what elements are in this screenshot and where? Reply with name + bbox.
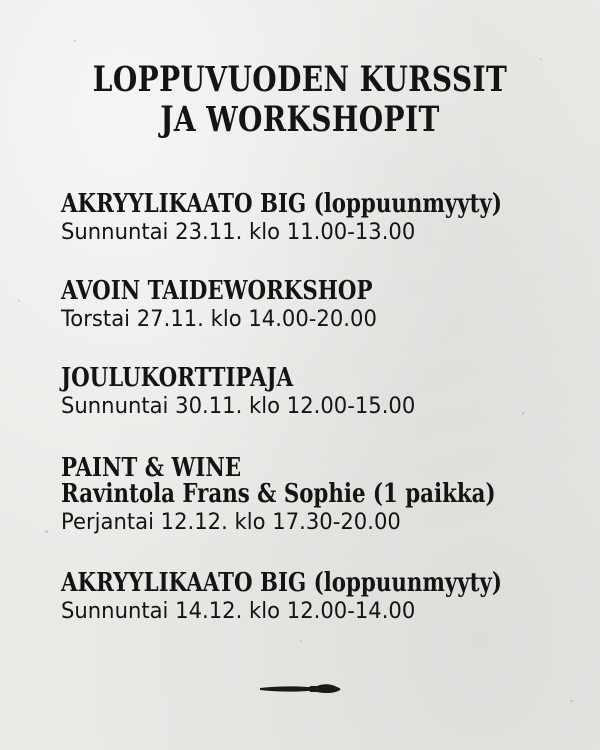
event-time: Sunnuntai 30.11. klo 12.00-15.00	[61, 394, 416, 419]
event-name: PAINT & WINE	[61, 453, 242, 483]
page-title	[60, 60, 540, 140]
event-name: AVOIN TAIDEWORKSHOP	[61, 276, 373, 306]
event-item	[61, 569, 599, 627]
paper-speck	[18, 300, 20, 302]
event-time: Sunnuntai 14.12. klo 12.00-14.00	[61, 599, 416, 624]
paintbrush-icon	[258, 680, 342, 698]
paper-speck	[45, 530, 48, 533]
event-item	[61, 454, 591, 538]
paper-speck	[570, 700, 573, 702]
event-name: AKRYYLIKAATO BIG (loppuunmyyty)	[61, 189, 502, 219]
event-time: Sunnuntai 23.11. klo 11.00-13.00	[61, 220, 416, 245]
paper-speck	[522, 412, 524, 415]
event-name: JOULUKORTTIPAJA	[61, 363, 294, 393]
title-line-2: JA WORKSHOPIT	[160, 99, 440, 140]
paper-speck	[73, 40, 76, 42]
paper-speck	[540, 58, 542, 60]
event-item	[61, 190, 599, 248]
paper-speck	[300, 640, 302, 642]
title-line-1: LOPPUVUODEN KURSSIT	[92, 59, 508, 100]
event-item	[61, 277, 441, 335]
event-name: AKRYYLIKAATO BIG (loppuunmyyty)	[61, 568, 502, 598]
event-item	[61, 364, 430, 422]
event-time: Torstai 27.11. klo 14.00-20.00	[61, 307, 377, 332]
event-venue: Ravintola Frans & Sophie (1 paikka)	[61, 479, 496, 509]
event-time: Perjantai 12.12. klo 17.30-20.00	[61, 510, 401, 535]
